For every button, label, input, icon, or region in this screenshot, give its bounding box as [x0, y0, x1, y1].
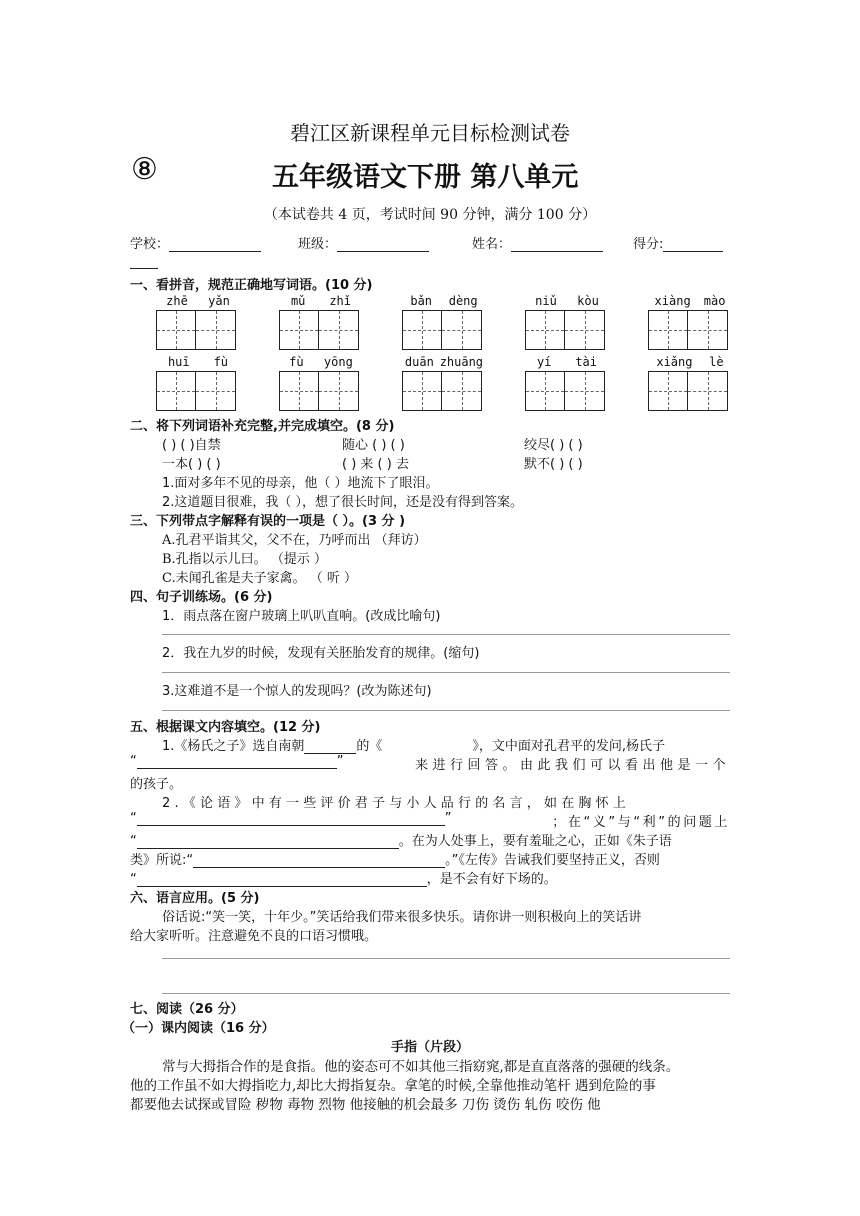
pinyin-word[interactable]	[156, 294, 240, 350]
pinyin-syllable: zhǐ	[329, 294, 352, 308]
pinyin-word[interactable]	[402, 355, 486, 411]
class-field[interactable]	[298, 233, 429, 252]
exam-subtitle: 五年级语文下册 第八单元	[272, 162, 579, 193]
info-underline-wrap	[130, 268, 158, 269]
writing-box[interactable]	[565, 310, 605, 350]
pinyin-word[interactable]	[156, 355, 240, 411]
fill-5-2-line-5[interactable]: “ ，是不会有好下场的。	[130, 872, 557, 887]
passage-line-3: 都要他去试探或冒险 秽物 毒物 烈物 他接触的机会最多 刀伤 烫伤 轧伤 咬伤 他	[130, 1097, 601, 1113]
sentence-task-3: 3.这难道不是一个惊人的发现吗？(改为陈述句)	[162, 684, 432, 699]
unit-number: ⑧	[131, 152, 158, 187]
pinyin-word[interactable]	[279, 294, 363, 350]
pinyin-syllable: dèng	[448, 294, 478, 308]
section-6-text-1: 俗话说:“笑一笑，十年少。”笑话给我们带来很多快乐。请你讲一则积极向上的笑话讲	[162, 910, 642, 925]
pinyin-word[interactable]	[648, 294, 732, 350]
passage-title: 手指（片段）	[390, 1040, 469, 1055]
pinyin-label	[402, 294, 486, 310]
section-5-title: 五、根据课文内容填空。(12 分)	[130, 720, 321, 735]
score-label: 得分:	[633, 237, 664, 252]
writing-box[interactable]	[688, 371, 728, 411]
sentence-task-1: 1．雨点落在窗户玻璃上叭叭直响。(改成比喻句)	[162, 609, 441, 624]
idiom-1[interactable]: ( ) ( )自禁	[162, 438, 221, 453]
exam-info: （本试卷共 4 页，考试时间 90 分钟，满分 100 分）	[263, 207, 597, 223]
pinyin-syllable: zhē	[166, 294, 188, 308]
pinyin-syllable: xiǎng	[656, 355, 693, 369]
writing-box[interactable]	[319, 310, 359, 350]
pinyin-syllable: xiàng	[654, 294, 691, 308]
section-7-subtitle: （一）课内阅读（16 分）	[122, 1021, 275, 1036]
writing-box[interactable]	[279, 371, 319, 411]
idiom-4[interactable]: 一本( ) ( )	[162, 457, 221, 472]
answer-line-4-1[interactable]	[162, 634, 730, 635]
pinyin-syllable: tài	[575, 355, 598, 369]
fill-question-2[interactable]: 2.这道题目很难，我（ ），想了很长时间，还是没有得到答案。	[162, 495, 524, 510]
answer-line-6-2[interactable]	[162, 993, 730, 994]
writing-box[interactable]	[442, 371, 482, 411]
writing-box[interactable]	[196, 371, 236, 411]
writing-box[interactable]	[402, 310, 442, 350]
pinyin-syllable: niǔ	[535, 294, 557, 308]
pinyin-label	[402, 355, 486, 371]
choice-c[interactable]: C.未闻孔雀是夫子家禽。 （ 听 ）	[162, 571, 358, 586]
pinyin-syllable: fù	[213, 355, 229, 369]
writing-box[interactable]	[156, 310, 196, 350]
idiom-3[interactable]: 绞尽( ) ( )	[524, 438, 583, 453]
fill-5-1-line-1: 1.《杨氏之子》选自南朝 的《 》，文中面对孔君平的发问,杨氏子	[162, 739, 666, 754]
answer-line-6-1[interactable]	[162, 958, 730, 959]
writing-box[interactable]	[279, 310, 319, 350]
writing-box[interactable]	[648, 371, 688, 411]
writing-box[interactable]	[688, 310, 728, 350]
pinyin-syllable: fù	[289, 355, 304, 369]
pinyin-syllable: yōng	[323, 355, 353, 369]
pinyin-label	[648, 294, 732, 310]
fill-5-2-line-2[interactable]: “ ” ；在“义”与“利”的问题上	[130, 811, 730, 830]
pinyin-label	[525, 355, 609, 371]
sentence-task-2: 2．我在九岁的时候，发现有关胚胎发育的规律。(缩句)	[162, 646, 480, 661]
section-3-title: 三、下列带点字解释有误的一项是（ ）。(3 分 )	[130, 514, 406, 529]
writing-box[interactable]	[402, 371, 442, 411]
pinyin-syllable: yí	[536, 355, 552, 369]
pinyin-syllable: bǎn	[410, 294, 433, 308]
pinyin-label	[279, 294, 363, 310]
section-1-title: 一、看拼音，规范正确地写词语。(10 分)	[130, 278, 373, 293]
school-field[interactable]	[130, 233, 261, 252]
choice-b[interactable]: B.孔指以示儿曰。 （提示 ）	[162, 552, 327, 567]
writing-box[interactable]	[648, 310, 688, 350]
pinyin-word[interactable]	[648, 355, 732, 411]
pinyin-label	[279, 355, 363, 371]
answer-line-4-2[interactable]	[162, 672, 730, 673]
pinyin-syllable: huī	[167, 355, 190, 369]
section-4-title: 四、句子训练场。(6 分)	[130, 590, 273, 605]
pinyin-syllable: duān	[404, 355, 434, 369]
fill-question-1[interactable]: 1.面对多年不见的母亲，他（ ）地流下了眼泪。	[162, 476, 439, 491]
fill-5-1-line-2[interactable]: “ ” 来进行回答。由此我们可以看出他是一个	[130, 754, 730, 773]
class-label: 班级：	[298, 237, 338, 252]
pinyin-label	[525, 294, 609, 310]
pinyin-syllable: zhuāng	[439, 355, 484, 369]
pinyin-word[interactable]	[279, 355, 363, 411]
pinyin-syllable: yǎn	[208, 294, 230, 308]
school-label: 学校：	[130, 237, 170, 252]
choice-a[interactable]: A.孔君平诣其父，父不在，乃呼而出 （拜访）	[162, 533, 427, 548]
pinyin-syllable: kòu	[577, 294, 599, 308]
writing-box[interactable]	[565, 371, 605, 411]
writing-box[interactable]	[319, 371, 359, 411]
pinyin-syllable: mǔ	[290, 294, 306, 308]
section-6-text-2: 给大家听听。注意避免不良的口语习惯哦。	[130, 929, 378, 944]
fill-5-2-line-3[interactable]: “ 。在为人处事上，要有羞耻之心，正如《朱子语	[130, 834, 672, 849]
exam-title: 碧江区新课程单元目标检测试卷	[290, 121, 570, 145]
writing-box[interactable]	[156, 371, 196, 411]
score-field[interactable]	[633, 233, 723, 252]
idiom-5[interactable]: ( ) 来 ( ) 去	[342, 457, 409, 472]
section-7-title: 七、阅读（26 分）	[130, 1002, 244, 1017]
pinyin-word[interactable]	[525, 294, 609, 350]
writing-box[interactable]	[442, 310, 482, 350]
writing-box[interactable]	[196, 310, 236, 350]
writing-box[interactable]	[525, 310, 565, 350]
name-field[interactable]	[472, 233, 603, 252]
passage-line-2: 他的工作虽不如大拇指吃力,却比大拇指复杂。拿笔的时候,全靠他推动笔杆 遇到危险的事	[130, 1078, 656, 1094]
pinyin-label	[156, 294, 240, 310]
fill-5-2-line-4[interactable]: 类》所说:“ 。”《左传》告诫我们要坚持正义，否则	[130, 853, 660, 868]
pinyin-syllable: mào	[703, 294, 726, 308]
fill-5-2-line-1: 2.《论语》中有一些评价君子与小人品行的名言，如在胸怀上	[162, 796, 631, 811]
pinyin-word[interactable]	[402, 294, 486, 350]
writing-box[interactable]	[525, 371, 565, 411]
section-6-title: 六、语言应用。(5 分)	[130, 891, 260, 906]
idiom-6[interactable]: 默不( ) ( )	[524, 457, 583, 472]
pinyin-label	[156, 355, 240, 371]
pinyin-word[interactable]	[525, 355, 609, 411]
passage-line-1: 常与大拇指合作的是食指。他的姿态可不如其他三指窈窕,都是直直落落的强硬的线条。	[162, 1059, 680, 1075]
answer-line-4-3[interactable]	[162, 710, 730, 711]
pinyin-syllable: lè	[709, 355, 724, 369]
section-2-title: 二、将下列词语补充完整,并完成填空。(8 分)	[130, 419, 395, 434]
pinyin-label	[648, 355, 732, 371]
fill-5-1-line-3: 的孩子。	[130, 777, 183, 792]
idiom-2[interactable]: 随心 ( ) ( )	[342, 438, 405, 453]
name-label: 姓名：	[472, 237, 512, 252]
